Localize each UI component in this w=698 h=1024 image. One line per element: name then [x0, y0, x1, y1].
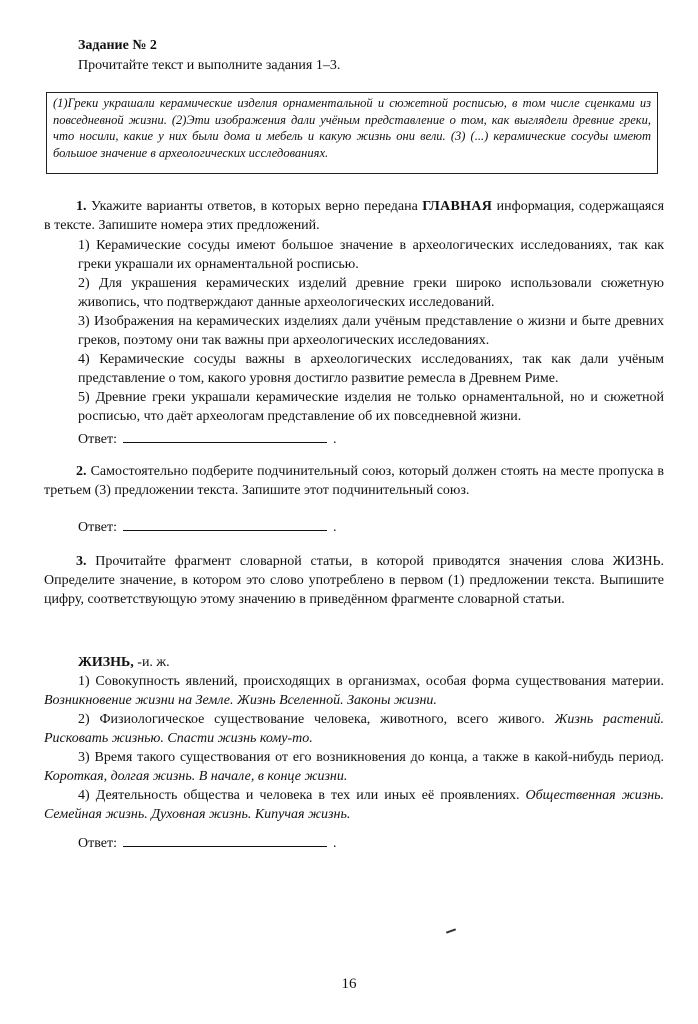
- option-5: 5) Древние греки украшали керамические изделия не только орнаментальной, но и сюжетной росписью, что даёт археологам представление об их повседневной жизни.: [78, 390, 664, 424]
- pen-mark: [446, 928, 456, 933]
- dictionary-headword: ЖИЗНЬ,: [78, 655, 134, 670]
- dictionary-entry: [44, 653, 664, 824]
- question-1-number: 1.: [76, 199, 87, 214]
- question-1-emphasis: ГЛАВНАЯ: [422, 199, 493, 214]
- sense-examples: Возникновение жизни на Земле. Жизнь Вселенной. Законы жизни.: [44, 693, 437, 708]
- question-1-options: [78, 236, 664, 426]
- question-1-text-before: Укажите варианты ответов, в которых верно передана: [90, 199, 418, 214]
- dictionary-sense: [44, 786, 664, 824]
- dictionary-grammar: -и. ж.: [137, 655, 170, 670]
- question-3: [44, 552, 664, 609]
- question-1: [44, 197, 664, 235]
- dictionary-sense: [44, 748, 664, 786]
- answer-label: Ответ:: [78, 432, 117, 447]
- option-3: 3) Изображения на керамических изделиях дали учёным представление о жизни и быте древних греков, поэтому они так важны при археологических исследованиях.: [78, 314, 664, 348]
- answer-dot: .: [332, 836, 337, 851]
- question-2-number: 2.: [76, 464, 87, 479]
- option-4: 4) Керамические сосуды важны в археологических исследованиях, так как дали учёным представление о том, какого уровня достигло развитие ремесла в Древнем Риме.: [78, 352, 664, 386]
- sense-text: 3) Время такого существования от его возникновения до конца, а также в какой-нибудь период.: [78, 750, 664, 765]
- question-1-text-after: информация, содержащаяся в тексте. Запишите номера этих предложений.: [44, 199, 665, 233]
- answer-label: Ответ:: [78, 836, 117, 851]
- source-text-box: (1)Греки украшали керамические изделия орнаментальной и сюжетной росписью, в том числе сценками из повседневной жизни. (2)Эти изображения дали учёным представление о том, как выглядели древние греки, что носили, какие у них были дома и мебель и какую жизнь они вели. (3) (...) керамические сосуды имеют большое значение в археологических исследованиях.: [46, 92, 658, 174]
- sense-examples: Короткая, долгая жизнь. В начале, в конце жизни.: [44, 769, 348, 784]
- answer-line[interactable]: [123, 832, 327, 847]
- answer-dot: .: [332, 432, 337, 447]
- sense-text: 1) Совокупность явлений, происходящих в организмах, особая форма существования материи.: [78, 674, 664, 689]
- sense-text: 2) Физиологическое существование человека, животного, всего живого.: [78, 712, 545, 727]
- dictionary-head: [44, 653, 664, 672]
- question-2-text: Самостоятельно подберите подчинительный союз, который должен стоять на месте пропуска в третьем (3) предложении текста. Запишите этот подчинительный союз.: [44, 464, 665, 498]
- page-number: 16: [341, 976, 357, 992]
- question-2: [44, 462, 664, 500]
- answer-dot: .: [332, 520, 337, 535]
- task-instruction: Прочитайте текст и выполните задания 1–3.: [78, 58, 341, 73]
- answer-3: [78, 832, 336, 852]
- dictionary-sense: [44, 672, 664, 710]
- option-1: 1) Керамические сосуды имеют большое значение в археологических исследованиях, так как греки украшали их орнаментальной росписью.: [78, 238, 664, 272]
- question-3-text: Прочитайте фрагмент словарной статьи, в которой приводятся значения слова ЖИЗНЬ. Определите значение, в котором это слово употреблено в первом (1) предложении текста. Выпишите цифру, соответствующую этому значению в приведённом фрагменте словарной статьи.: [44, 554, 664, 607]
- sense-examples: Общественная жизнь. Семейная жизнь. Духовная жизнь. Кипучая жизнь.: [44, 788, 665, 822]
- answer-2: [78, 516, 336, 536]
- answer-line[interactable]: [123, 428, 327, 443]
- sense-examples: Жизнь растений. Рисковать жизнью. Спасти жизнь кому-то.: [44, 712, 664, 746]
- task-title: Задание № 2: [78, 38, 157, 53]
- sense-text: 4) Деятельность общества и человека в тех или иных её проявлениях.: [78, 788, 520, 803]
- dictionary-sense: [44, 710, 664, 748]
- answer-1: [78, 428, 336, 448]
- answer-label: Ответ:: [78, 520, 117, 535]
- option-2: 2) Для украшения керамических изделий древние греки широко использовали сюжетную живопись, что подтверждают данные археологических исследований.: [78, 276, 664, 310]
- answer-line[interactable]: [123, 516, 327, 531]
- question-3-number: 3.: [76, 554, 87, 569]
